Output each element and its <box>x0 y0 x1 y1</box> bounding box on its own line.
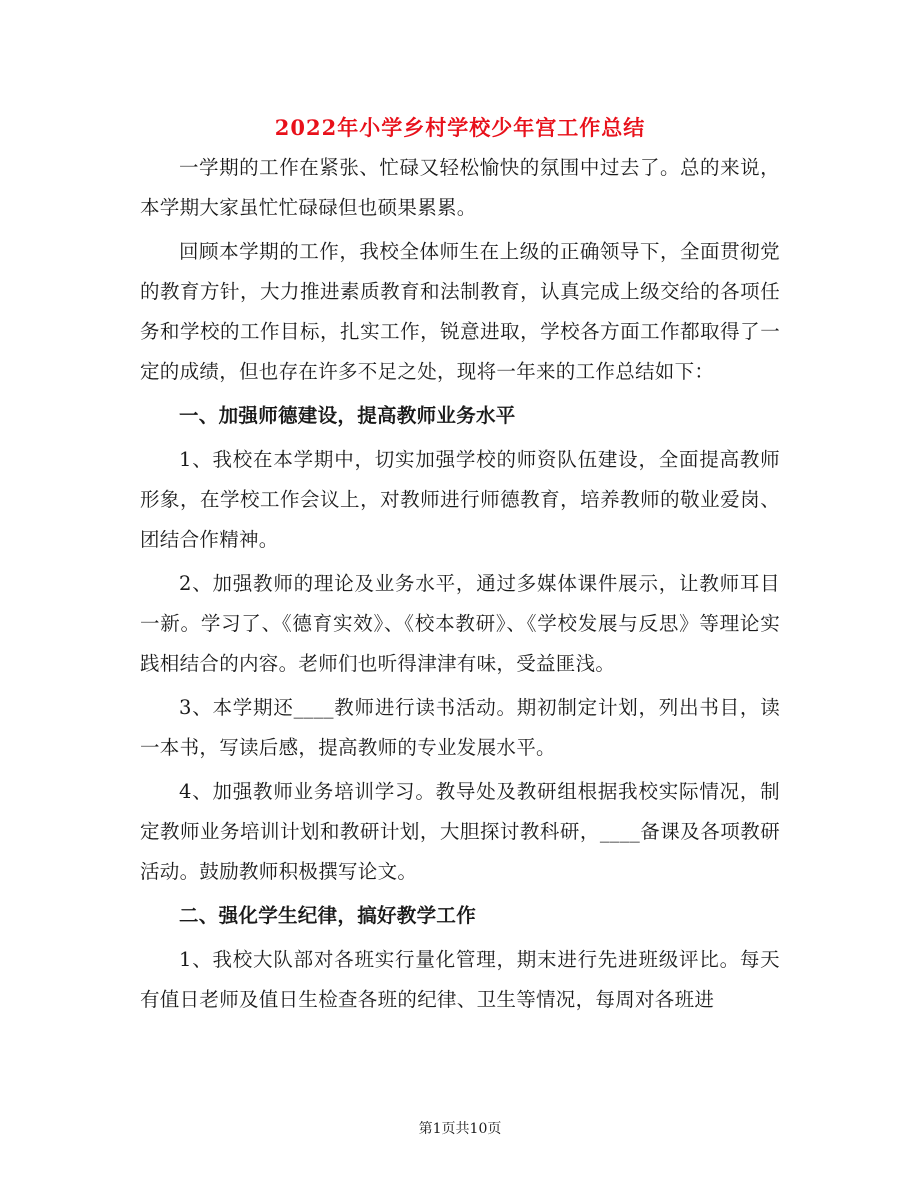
paragraph: 1、我校在本学期中，切实加强学校的师资队伍建设，全面提高教师形象，在学校工作会议上，对教师进行师德教育，培养教师的敬业爱岗、团结合作精神。 <box>140 448 780 551</box>
paragraph: 回顾本学期的工作，我校全体师生在上级的正确领导下，全面贯彻党的教育方针，大力推进素质教育和法制教育，认真完成上级交给的各项任务和学校的工作目标，扎实工作，锐意进取，学校各方面工作都取得了一定的成绩，但也存在许多不足之处，现将一年来的工作总结如下： <box>140 240 780 383</box>
paragraph: 1、我校大队部对各班实行量化管理，期末进行先进班级评比。每天有值日老师及值日生检查各班的纪律、卫生等情况，每周对各班进 <box>140 948 780 1011</box>
section-heading: 一、加强师德建设，提高教师业务水平 <box>179 404 516 427</box>
section-heading: 二、强化学生纪律，搞好教学工作 <box>179 904 477 927</box>
page-number-footer: 第1页共10页 <box>418 1121 502 1137</box>
document-title: 2022年小学乡村学校少年宫工作总结 <box>274 115 646 140</box>
paragraph: 4、加强教师业务培训学习。教导处及教研组根据我校实际情况，制定教师业务培训计划和教研计划，大胆探讨教科研，____备课及各项教研活动。鼓励教师积极撰写论文。 <box>140 780 780 883</box>
paragraph: 一学期的工作在紧张、忙碌又轻松愉快的氛围中过去了。总的来说，本学期大家虽忙忙碌碌但也硕果累累。 <box>140 156 780 219</box>
paragraph: 3、本学期还____教师进行读书活动。期初制定计划，列出书目，读一本书，写读后感，提高教师的专业发展水平。 <box>140 696 780 759</box>
paragraph: 2、加强教师的理论及业务水平，通过多媒体课件展示，让教师耳目一新。学习了、《德育实效》、《校本教研》、《学校发展与反思》等理论实践相结合的内容。老师们也听得津津有味，受益匪浅。 <box>140 572 780 675</box>
document-body <box>140 148 780 1024</box>
